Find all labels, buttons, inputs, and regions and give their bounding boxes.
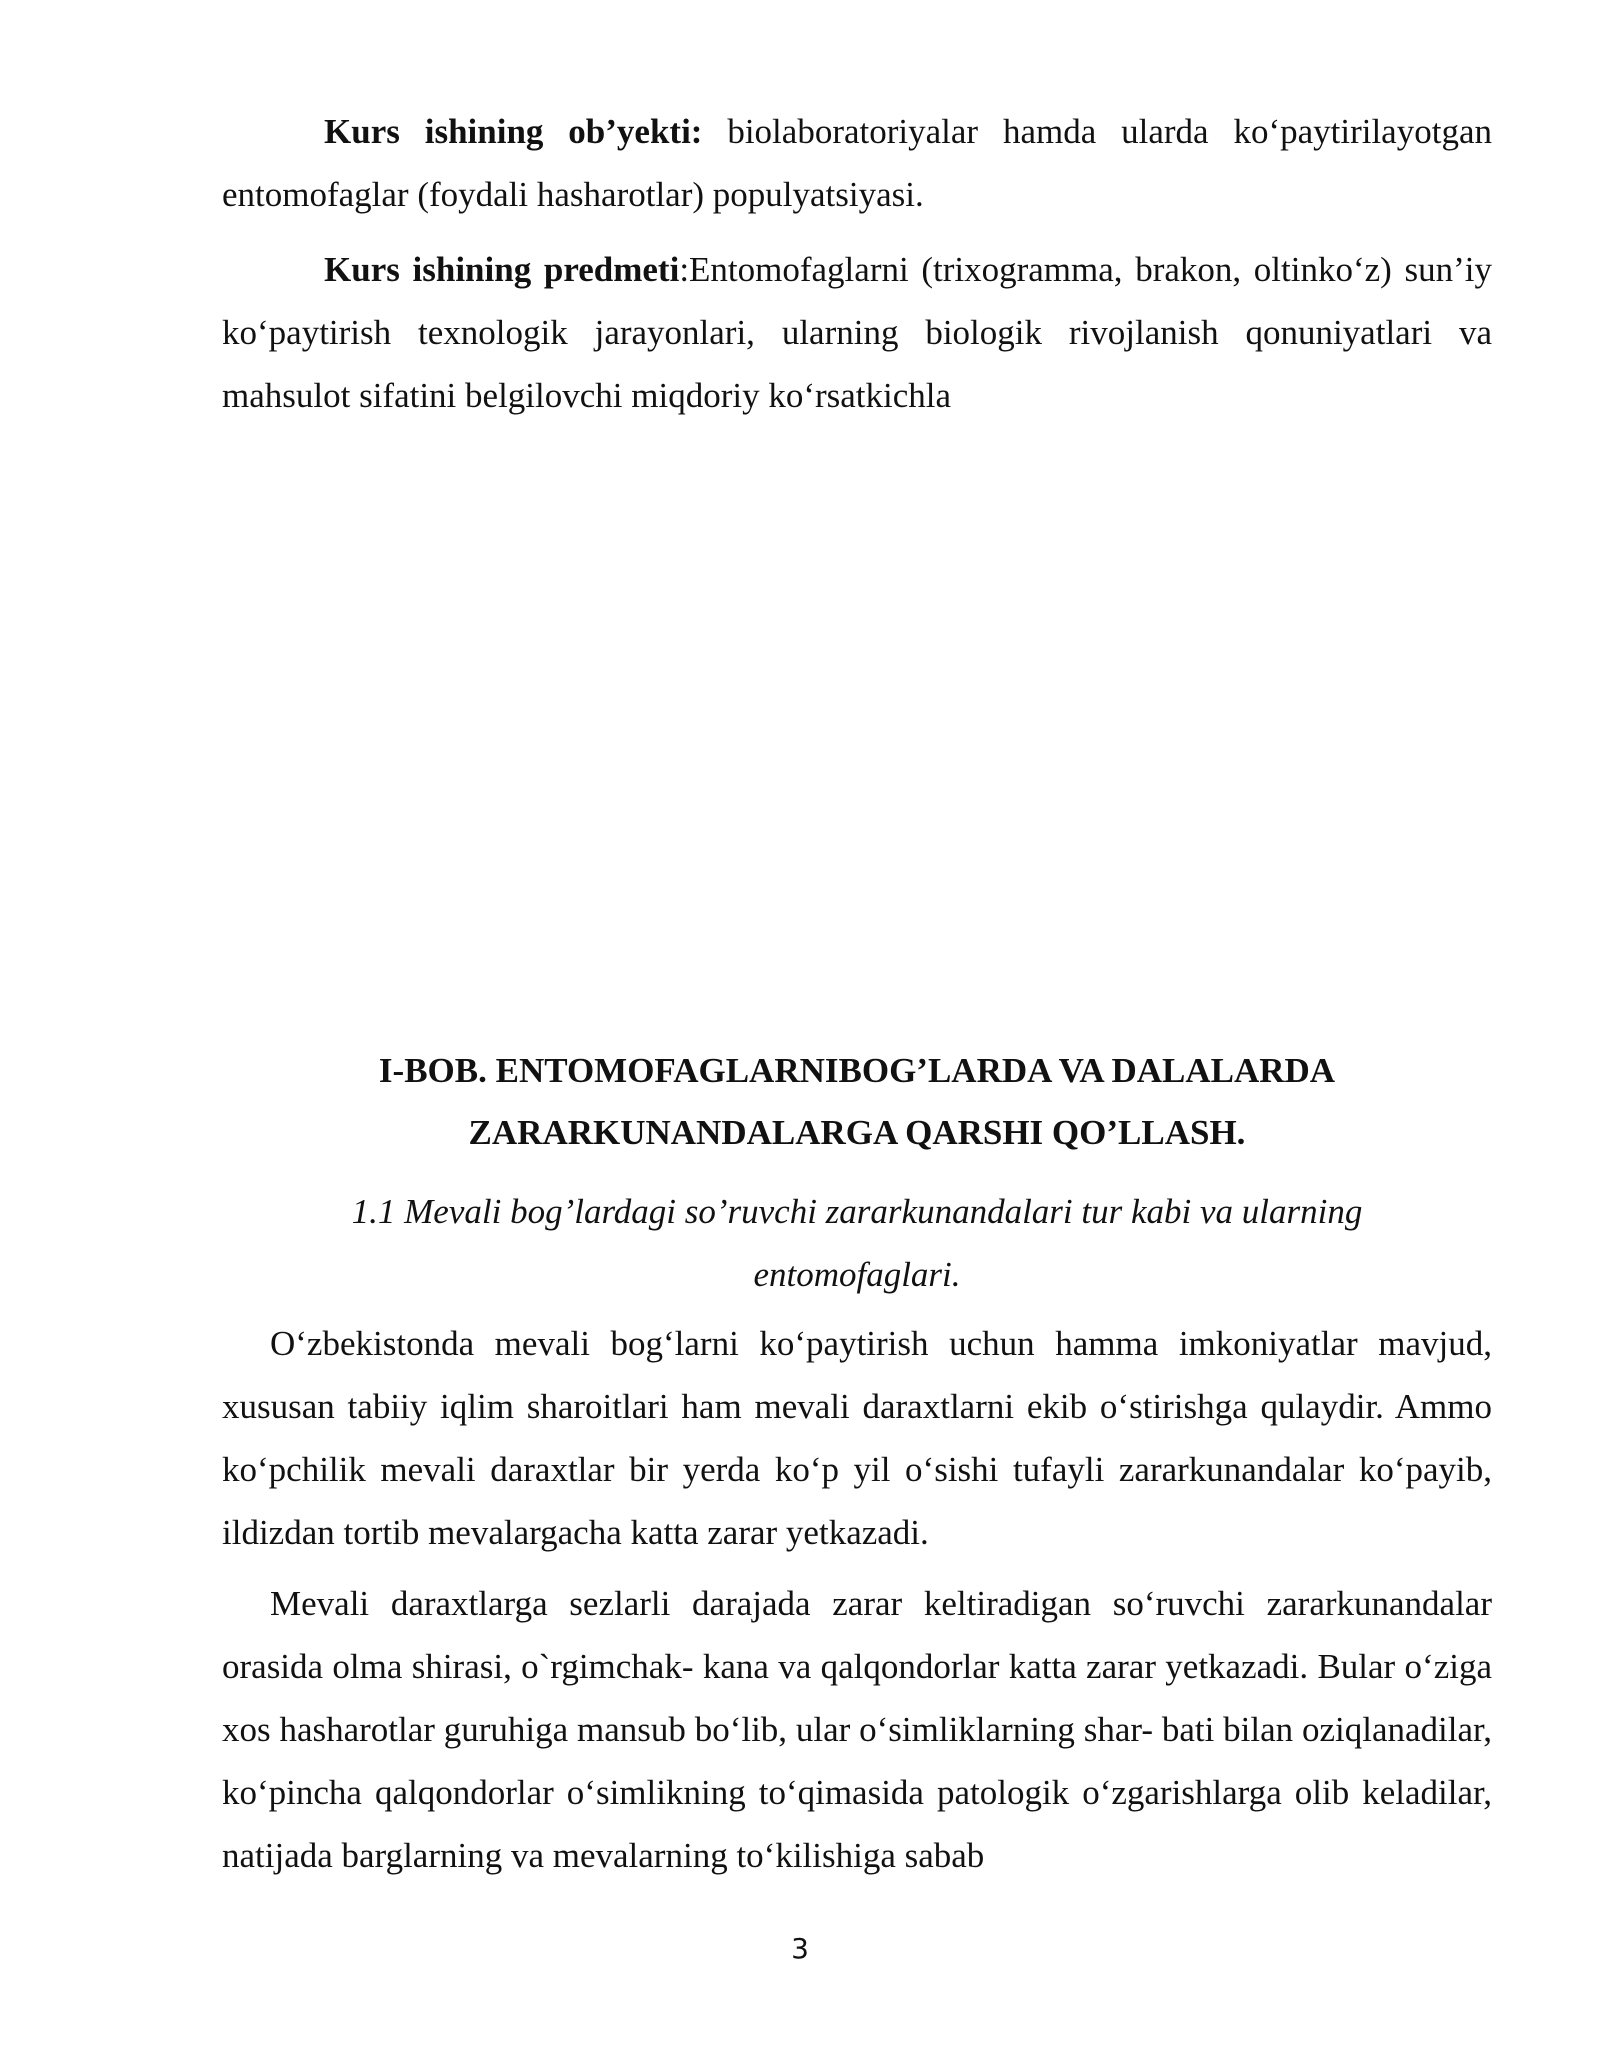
section-heading-line-2: entomofaglari. [753,1255,961,1294]
course-object-paragraph [222,100,1492,226]
course-object-label: Kurs ishining ob’yekti: [324,112,703,151]
course-subject-text: :Entomofaglarni (trixogramma, brakon, oltinko‘z) sun’iy ko‘paytirish texnologik jarayonlari, ularning biologik rivojlanish qonuniyatlari va mahsulot sifatini belgilovchi miqdoriy ko‘rsatkichla [222,250,1492,415]
chapter-heading [222,1040,1492,1164]
section-heading [222,1180,1492,1306]
body-paragraph-2: Mevali daraxtlarga sezlarli darajada zarar keltiradigan so‘ruvchi zararkunandalar orasida olma shirasi, o`rgimchak- kana va qalqondorlar katta zarar yetkazadi. Bular o‘ziga xos hasharotlar guruhiga mansub bo‘lib, ular o‘simliklarning shar- bati bilan oziqlanadilar, ko‘pincha qalqondorlar o‘simlikning to‘qimasida patologik o‘zgarishlarga olib keladilar, natijada barglarning va mevalarning to‘kilishiga sabab [222,1584,1492,1875]
course-subject-paragraph [222,238,1492,427]
chapter-heading-line-2: ZARARKUNANDALARGA QARSHI QO’LLASH. [468,1113,1246,1152]
body-paragraph-1: O‘zbekistonda mevali bog‘larni ko‘paytirish uchun hamma imkoniyatlar mavjud, xususan tabiiy iqlim sharoitlari ham mevali daraxtlarni ekib o‘stirishga qulaydir. Ammo ko‘pchilik mevali daraxtlar bir yerda ko‘p yil o‘sishi tufayli zararkunandalar ko‘payib, ildizdan tortib mevalargacha katta zarar yetkazadi. [222,1324,1492,1552]
section-heading-line-1: 1.1 Mevali bog’lardagi so’ruvchi zararkunandalari tur kabi va ularning [351,1192,1363,1231]
course-subject-label: Kurs ishining predmeti [324,250,680,289]
page-number: 3 [791,1932,809,1965]
chapter-heading-line-1: I-BOB. ENTOMOFAGLARNIBOG’LARDA VA DALALARDA [378,1051,1336,1090]
course-object-text: biolaboratoriyalar hamda ularda ko‘paytirilayotgan entomofaglar (foydali hasharotlar) populyatsiyasi. [222,112,1492,214]
